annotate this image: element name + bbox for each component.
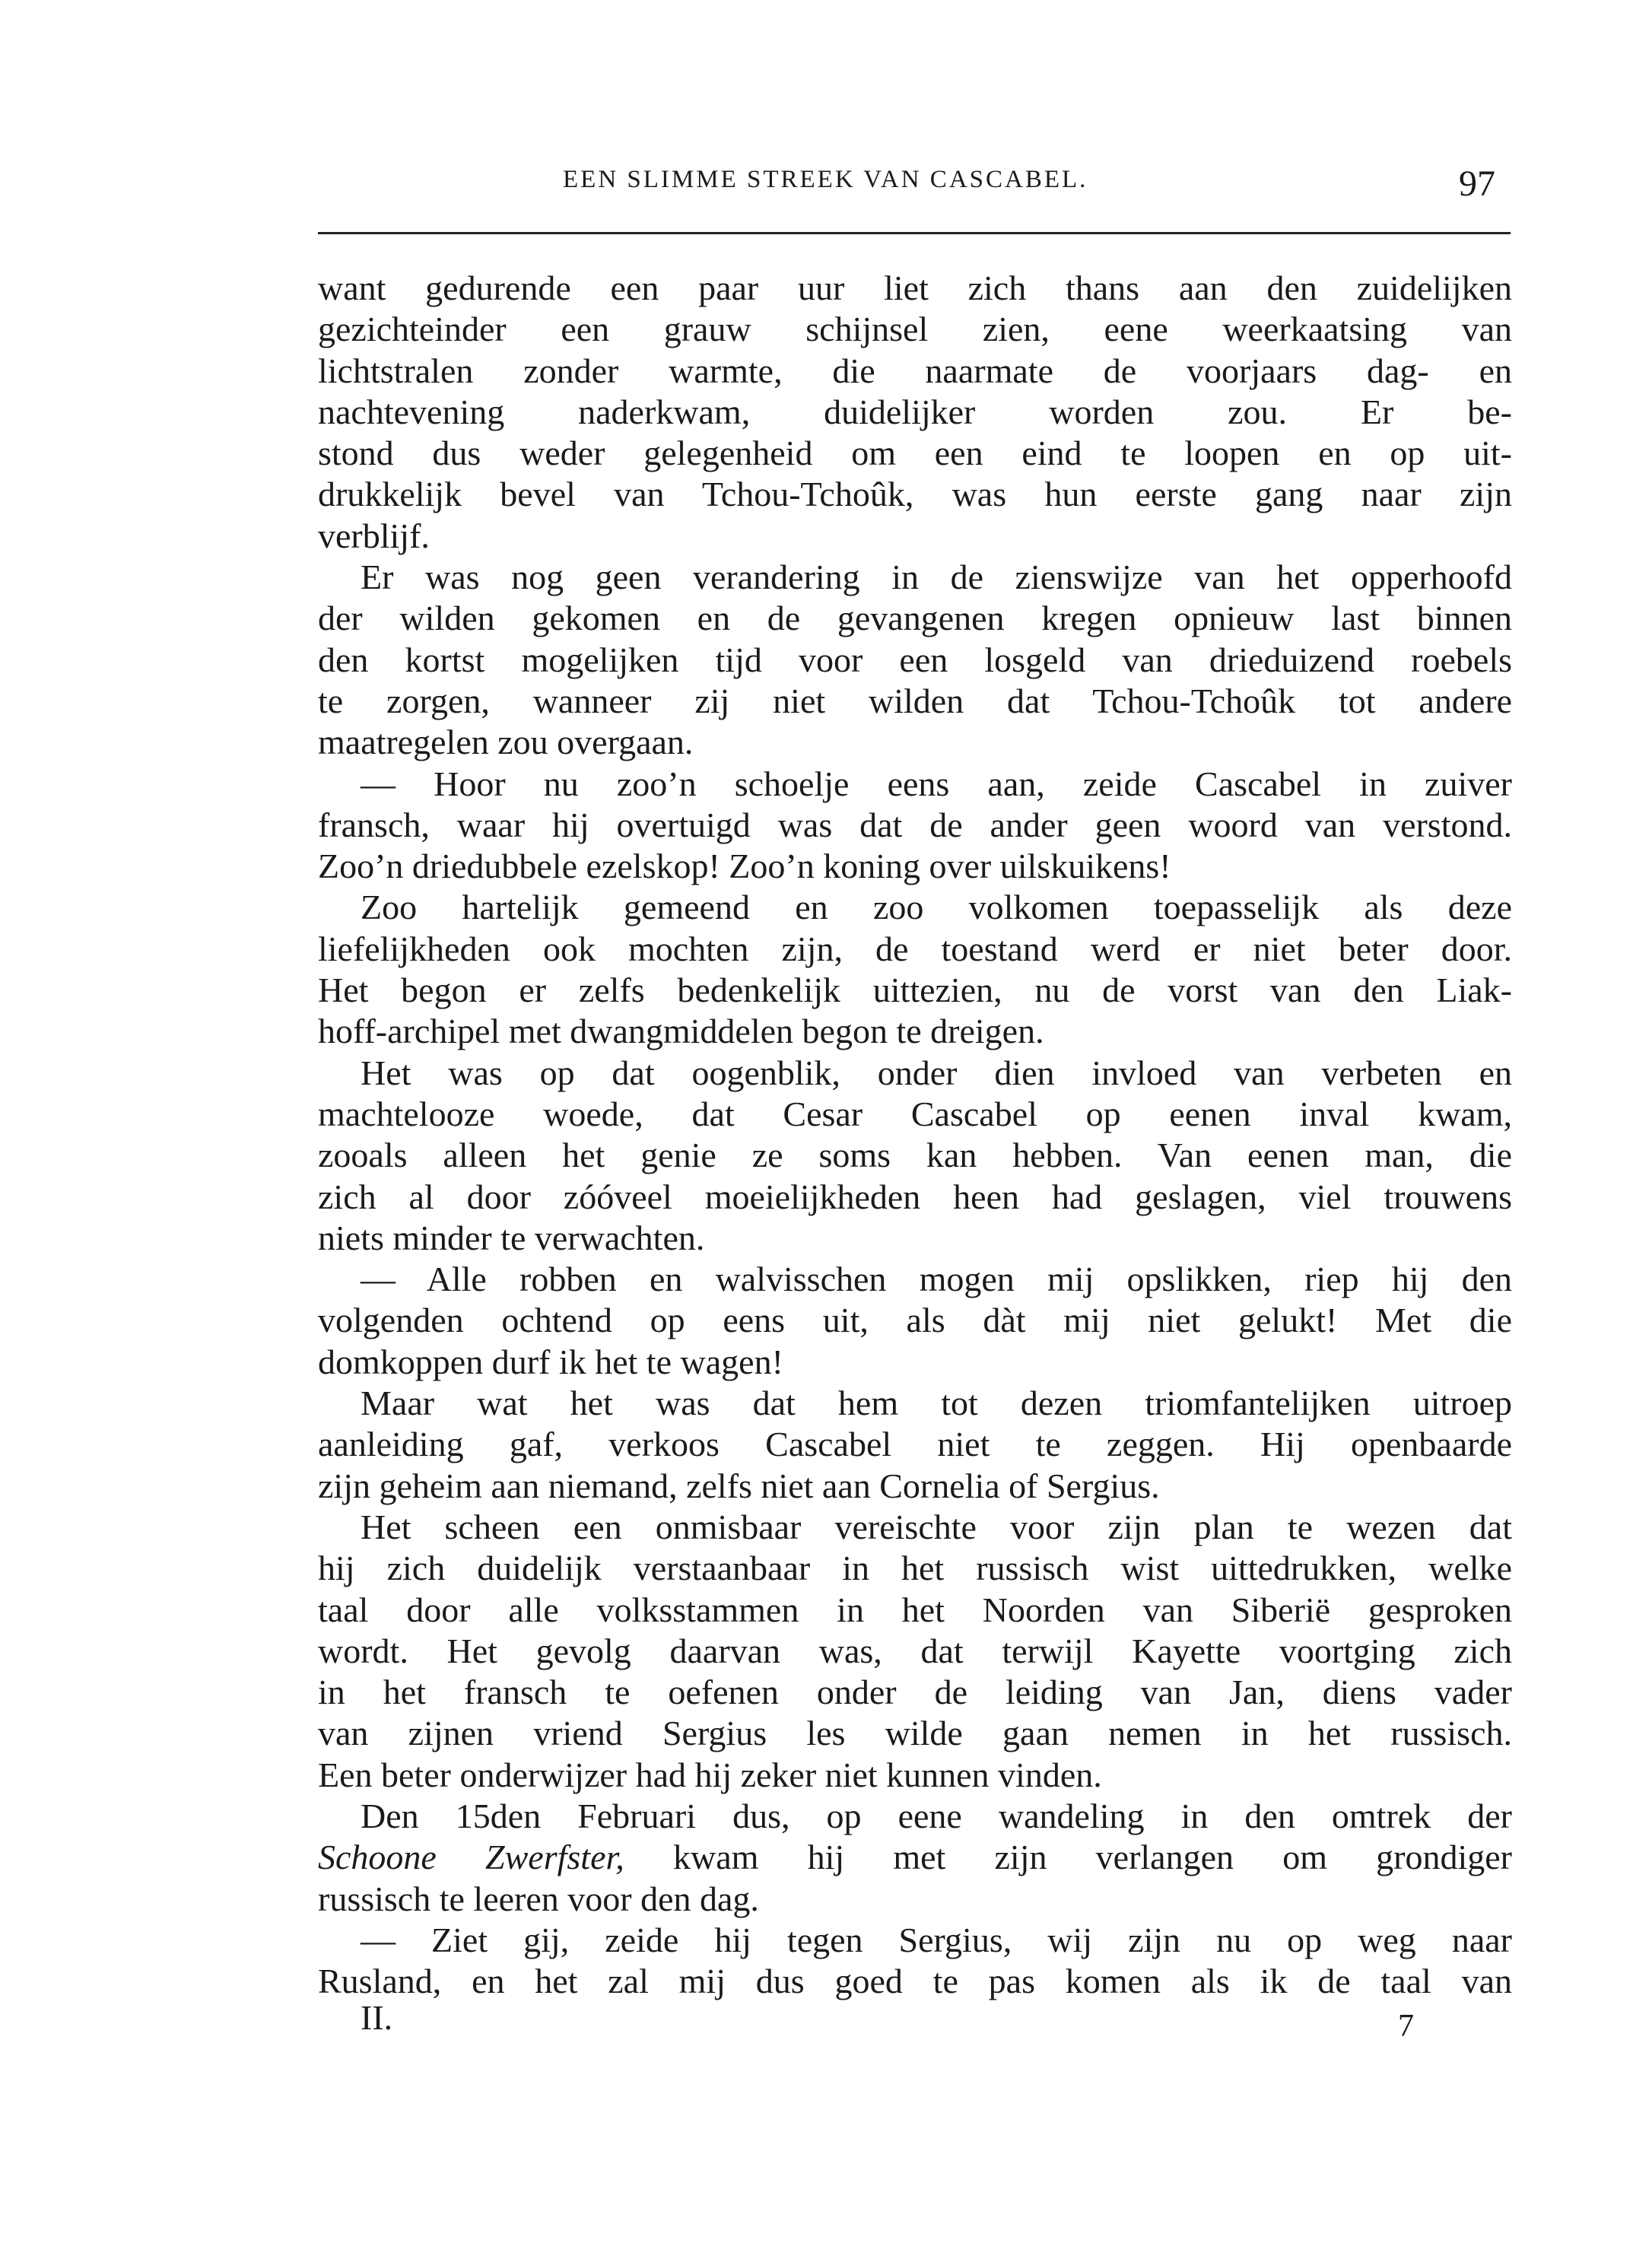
text-line: zooals alleen het genie ze soms kan hebben. Van eenen man, die — [318, 1136, 1512, 1175]
text-line: — Ziet gij, zeide hij tegen Sergius, wij zijn nu op weg naar — [361, 1920, 1512, 1959]
text-line: lichtstralen zonder warmte, die naarmate de voorjaars dag- en — [318, 351, 1512, 390]
text-line-rest: kwam hij met zijn verlangen om grondiger — [624, 1838, 1512, 1877]
text-line: zich al door zóóveel moeielijkheden heen had geslagen, viel trouwens — [318, 1177, 1512, 1216]
text-line: Maar wat het was dat hem tot dezen triomfantelijken uitroep — [361, 1384, 1512, 1423]
text-line: Het scheen een onmisbaar vereischte voor zijn plan te wezen dat — [361, 1507, 1512, 1546]
sheet-number: 7 — [1398, 2009, 1414, 2044]
text-line: Een beter onderwijzer had hij zeker niet kunnen vinden. — [318, 1755, 1102, 1794]
text-line: hij zich duidelijk verstaanbaar in het russisch wist uittedrukken, welke — [318, 1549, 1512, 1588]
text-line: in het fransch te oefenen onder de leiding van Jan, diens vader — [318, 1673, 1512, 1712]
signature-mark: II. — [361, 1998, 393, 2037]
text-line: te zorgen, wanneer zij niet wilden dat Tchou-Tchoûk tot andere — [318, 681, 1512, 720]
text-line: gezichteinder een grauw schijnsel zien, eene weerkaatsing van — [318, 310, 1512, 349]
text-line: Zoo hartelijk gemeend en zoo volkomen toepasselijk als deze — [361, 888, 1512, 927]
text-line: hoff-archipel met dwangmiddelen begon te dreigen. — [318, 1012, 1044, 1051]
text-line: verblijf. — [318, 516, 430, 555]
text-line: nachtevening naderkwam, duidelijker worden zou. Er be- — [318, 392, 1512, 431]
text-line: stond dus weder gelegenheid om een eind te loopen en op uit- — [318, 434, 1512, 473]
text-line: fransch, waar hij overtuigd was dat de ander geen woord van verstond. — [318, 805, 1512, 844]
text-line: Den 15den Februari dus, op eene wandeling in den omtrek der — [361, 1796, 1512, 1835]
text-line: Het begon er zelfs bedenkelijk uittezien, nu de vorst van den Liak- — [318, 971, 1512, 1010]
text-line: Zoo’n driedubbele ezelskop! Zoo’n koning over uilskuikens! — [318, 847, 1171, 886]
text-line: russisch te leeren voor den dag. — [318, 1879, 759, 1918]
text-line: liefelijkheden ook mochten zijn, de toestand werd er niet beter door. — [318, 929, 1512, 968]
text-line: volgenden ochtend op eens uit, als dàt mij niet gelukt! Met die — [318, 1301, 1512, 1340]
text-line: — Hoor nu zoo’n schoelje eens aan, zeide Cascabel in zuiver — [361, 764, 1512, 803]
text-line: drukkelijk bevel van Tchou-Tchoûk, was hun eerste gang naar zijn — [318, 475, 1512, 514]
text-line: Er was nog geen verandering in de zienswijze van het opperhoofd — [361, 558, 1512, 597]
body-text — [318, 268, 1512, 2002]
text-line: aanleiding gaf, verkoos Cascabel niet te zeggen. Hij openbaarde — [318, 1425, 1512, 1464]
text-line: wordt. Het gevolg daarvan was, dat terwijl Kayette voortging zich — [318, 1631, 1512, 1670]
text-line: want gedurende een paar uur liet zich thans aan den zuidelijken — [318, 268, 1512, 307]
text-line: zijn geheim aan niemand, zelfs niet aan Cornelia of Sergius. — [318, 1466, 1160, 1505]
text-line: van zijnen vriend Sergius les wilde gaan nemen in het russisch. — [318, 1714, 1512, 1753]
text-line: machtelooze woede, dat Cesar Cascabel op eenen inval kwam, — [318, 1094, 1512, 1133]
text-line: — Alle robben en walvisschen mogen mij opslikken, riep hij den — [361, 1260, 1512, 1299]
text-line: Het was op dat oogenblik, onder dien invloed van verbeten en — [361, 1053, 1512, 1092]
text-line: domkoppen durf ik het te wagen! — [318, 1342, 783, 1381]
text-line: der wilden gekomen en de gevangenen kregen opnieuw last binnen — [318, 599, 1512, 638]
page-number: 97 — [1459, 164, 1495, 204]
text-line: maatregelen zou overgaan. — [318, 723, 694, 762]
running-head: EEN SLIMME STREEK VAN CASCABEL. — [563, 166, 1088, 193]
ship-name-italic: Schoone Zwerfster, — [318, 1838, 624, 1877]
header-rule — [318, 232, 1511, 234]
text-line: Rusland, en het zal mij dus goed te pas komen als ik de taal van — [318, 1962, 1512, 2001]
text-line — [318, 1837, 1512, 1878]
text-line: niets minder te verwachten. — [318, 1218, 705, 1257]
text-line: den kortst mogelijken tijd voor een losgeld van drieduizend roebels — [318, 640, 1512, 679]
text-line: taal door alle volksstammen in het Noorden van Siberië gesproken — [318, 1590, 1512, 1629]
